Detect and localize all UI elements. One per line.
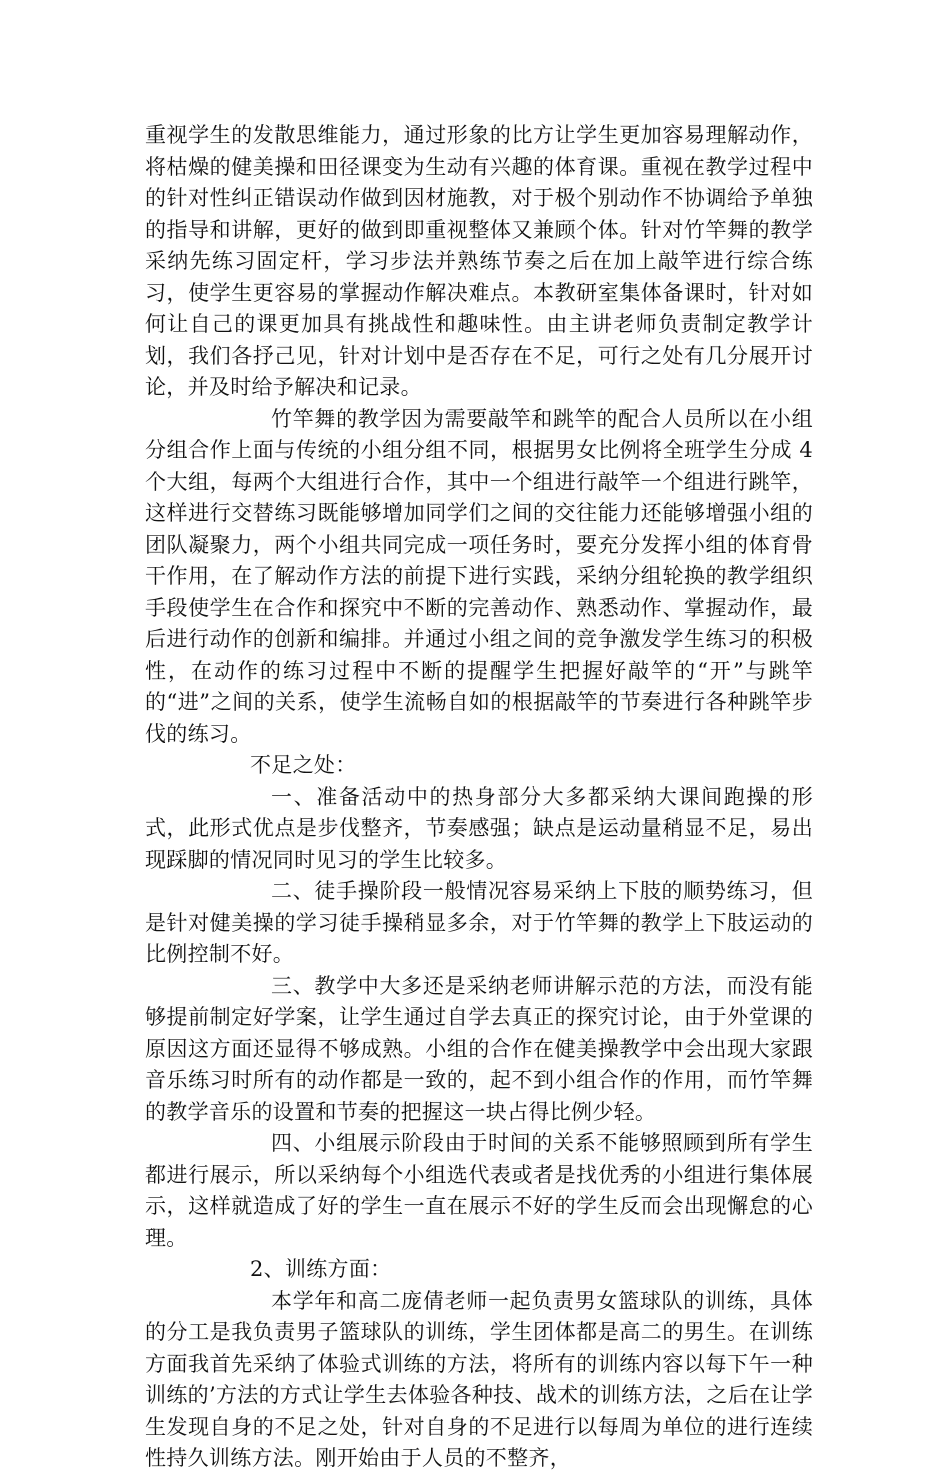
paragraph-bamboo-dance-groups: 竹竿舞的教学因为需要敲竿和跳竿的配合人员所以在小组分组合作上面与传统的小组分组不同，根据男女比例将全班学生分成 4 个大组，每两个大组进行合作，其中一个组进行敲竿一个组进行跳竿，这样进行交替练习既能够增加同学们之间的交往能力还能够增强小组的团队凝聚力，两个小组共同完成一项任务时，要充分发挥小组的体育骨干作用，在了解动作方法的前提下进行实践，采纳分组轮换的教学组织手段使学生在合作和探究中不断的完善动作、熟悉动作、掌握动作，最后进行动作的创新和编排。并通过小组之间的竞争激发学生练习的积极性，在动作的练习过程中不断的提醒学生把握好敲竿的“开”与跳竿的“进”之间的关系，使学生流畅自如的根据敲竿的节奏进行各种跳竿步伐的练习。: [145, 406, 813, 746]
paragraph-shortcoming-4: 四、小组展示阶段由于时间的关系不能够照顾到所有学生都进行展示，所以采纳每个小组选代表或者是找优秀的小组进行集体展示，这样就造成了好的学生一直在展示不好的学生反而会出现懈怠的心理。: [145, 1131, 813, 1250]
paragraph-teaching-methods: 重视学生的发散思维能力，通过形象的比方让学生更加容易理解动作，将枯燥的健美操和田径课变为生动有兴趣的体育课。重视在教学过程中的针对性纠正错误动作做到因材施教，对于极个别动作不协调给予单独的指导和讲解，更好的做到即重视整体又兼顾个体。针对竹竿舞的教学采纳先练习固定杆，学习步法并熟练节奏之后在加上敲竿进行综合练习，使学生更容易的掌握动作解决难点。本教研室集体备课时，针对如何让自己的课更加具有挑战性和趣味性。由主讲老师负责制定教学计划，我们各抒己见，针对计划中是否存在不足，可行之处有几分展开讨论，并及时给予解决和记录。: [145, 123, 813, 399]
paragraph-shortcoming-2: 二、徒手操阶段一般情况容易采纳上下肢的顺势练习，但是针对健美操的学习徒手操稍显多余，对于竹竿舞的教学上下肢运动的比例控制不好。: [145, 879, 813, 966]
paragraph-shortcoming-3: 三、教学中大多还是采纳老师讲解示范的方法，而没有能够提前制定好学案，让学生通过自学去真正的探究讨论，由于外堂课的原因这方面还显得不够成熟。小组的合作在健美操教学中会出现大家跟音乐练习时所有的动作都是一致的，起不到小组合作的作用，而竹竿舞的教学音乐的设置和节奏的把握这一块占得比例少轻。: [145, 973, 813, 1124]
heading-training: 2、训练方面：: [250, 1257, 392, 1281]
paragraph-shortcoming-1: 一、准备活动中的热身部分大多都采纳大课间跑操的形式，此形式优点是步伐整齐，节奏感强；缺点是运动量稍显不足，易出现踩脚的情况同时见习的学生比较多。: [145, 784, 813, 872]
paragraph-training-details: 本学年和高二庞倩老师一起负责男女篮球队的训练，具体的分工是我负责男子篮球队的训练，学生团体都是高二的男生。在训练方面我首先采纳了体验式训练的方法，将所有的训练内容以每下午一种训练的’方法的方式让学生去体验各种技、战术的训练方法，之后在让学生发现自身的不足之处，针对自身的不足进行以每周为单位的进行连续性持久训练方法。刚开始由于人员的不整齐，: [145, 1288, 813, 1470]
document-body: [145, 120, 813, 1475]
heading-shortcomings: 不足之处：: [250, 753, 357, 777]
